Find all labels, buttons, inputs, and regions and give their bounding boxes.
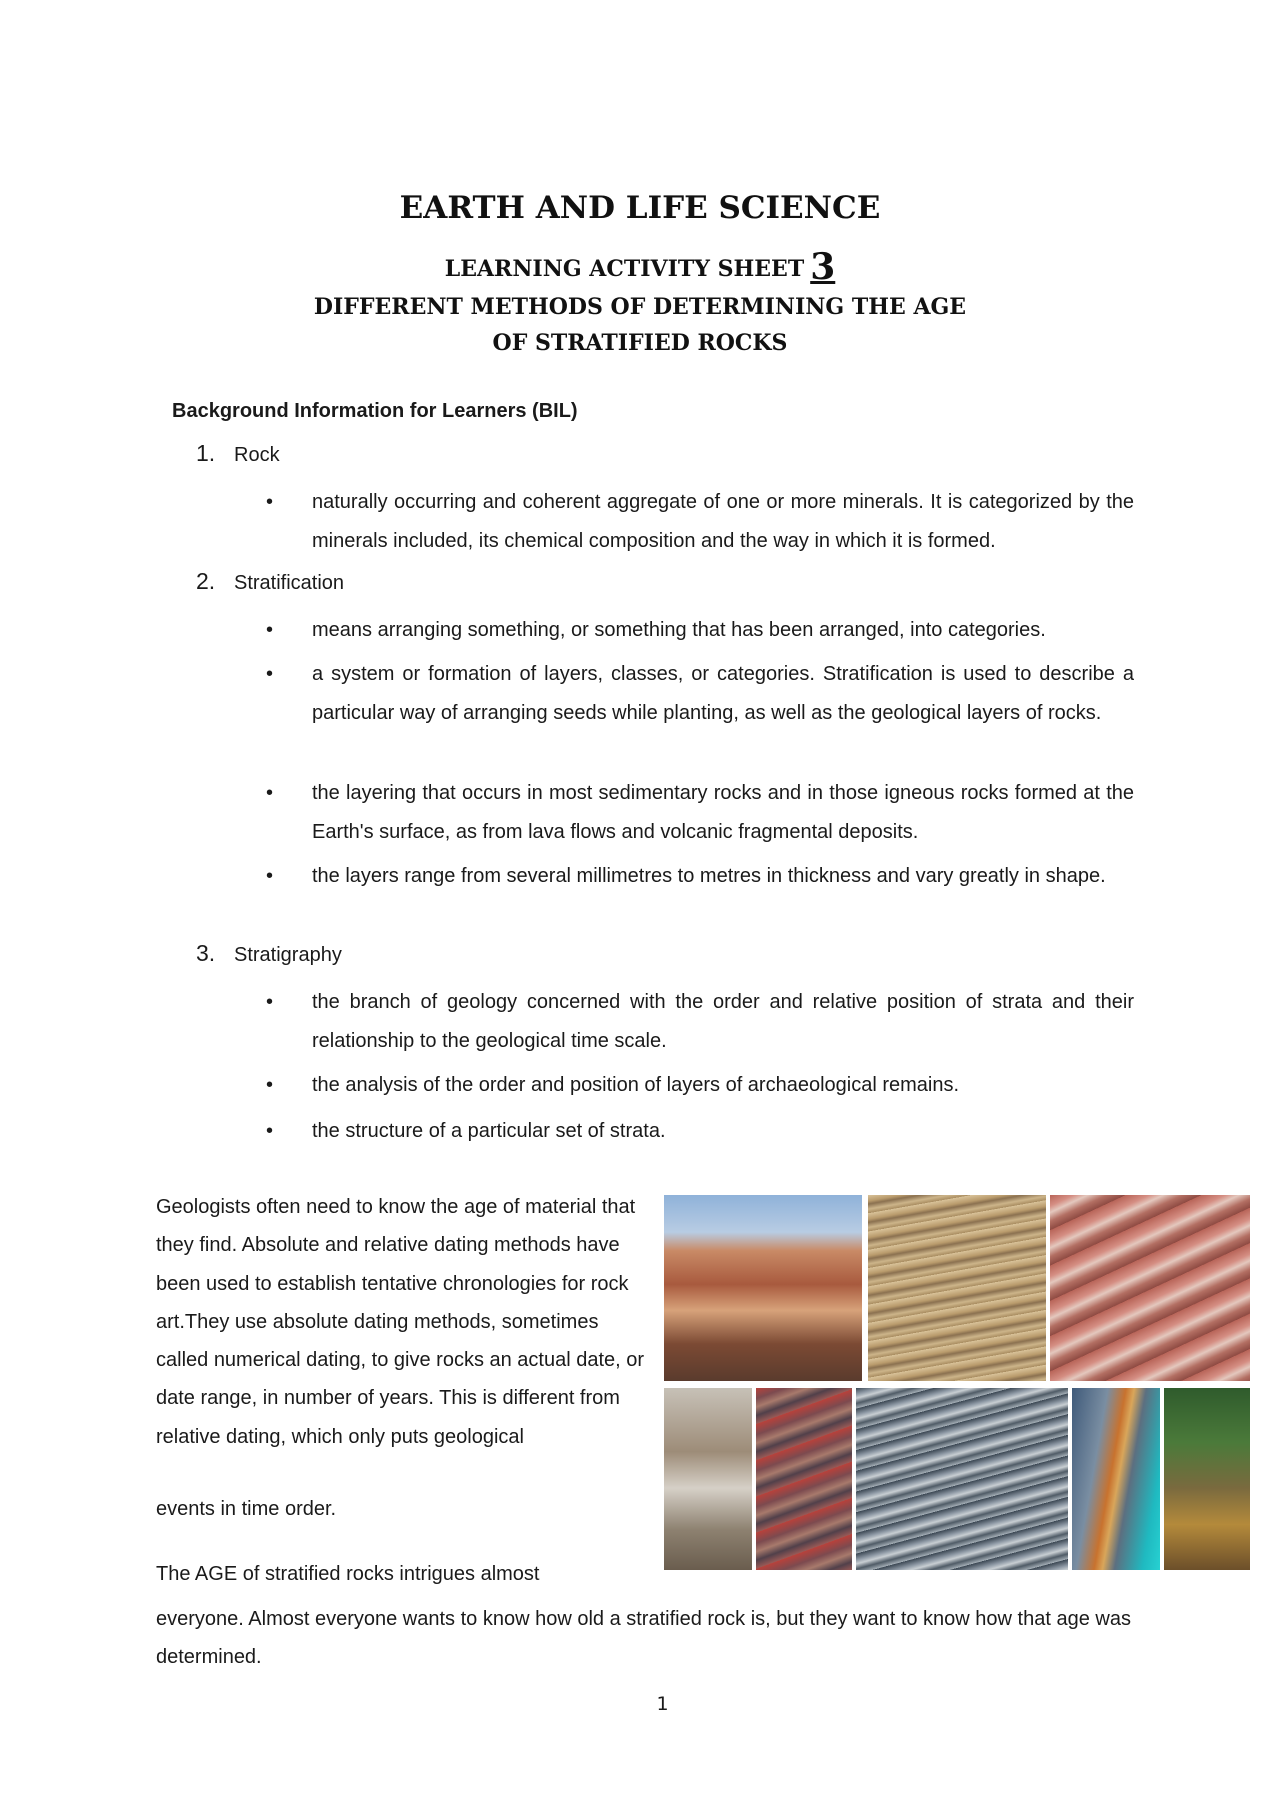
bullet-text: naturally occurring and coherent aggregate of one or more minerals. It is categorized by the minerals included, its chemical composition and the way in which it is formed. [312,491,1134,552]
bullet-item [266,611,1134,650]
document-title: EARTH AND LIFE SCIENCE [399,190,881,226]
age-paragraph-rest: everyone. Almost everyone wants to know how old a stratified rock is, but they want to know how that age was determined. [156,1608,1131,1668]
colored-rock-water-photo [1072,1388,1160,1570]
page-number: 1 [656,1693,669,1715]
bullet-item [266,655,1134,732]
bil-heading: Background Information for Learners (BIL) [172,400,578,422]
bullet-item [266,483,1134,560]
bullet-icon: • [266,1120,274,1142]
bullet-icon: • [266,865,274,887]
bullet-icon: • [266,1074,274,1096]
bullet-icon: • [266,991,274,1013]
bullet-text: the analysis of the order and position of layers of archaeological remains. [312,1074,960,1096]
subtitle-line-1: DIFFERENT METHODS OF DETERMINING THE AGE [313,294,967,320]
bullet-text: the branch of geology concerned with the order and relative position of strata and their relationship to the geological time scale. [312,991,1134,1052]
sheet-label: LEARNING ACTIVITY SHEET [444,256,805,282]
red-strata-photo [1050,1195,1250,1381]
layered-cliff-photo [868,1195,1046,1381]
item-number: 1. [196,440,216,466]
bullet-icon: • [266,491,274,513]
age-paragraph-line-1: The AGE of stratified rocks intrigues almost [156,1563,540,1585]
bullet-item [266,983,1134,1060]
item-number: 3. [196,940,216,966]
item-term: Rock [234,444,280,466]
item-term: Stratification [234,572,345,594]
subtitle-line-2: OF STRATIFIED ROCKS [492,330,788,356]
bullet-icon: • [266,663,274,685]
bullet-text: the structure of a particular set of strata. [312,1120,666,1142]
bullet-item [266,1066,1134,1105]
bullet-item [266,857,1134,896]
intro-continuation: events in time order. [156,1498,337,1520]
mossy-rock-photo [1164,1388,1250,1570]
bullet-icon: • [266,619,274,641]
numbered-item-rock [196,440,280,467]
numbered-item-stratification [196,568,344,595]
sheet-number: 3 [810,246,836,288]
slate-layers-photo [856,1388,1068,1570]
bullet-text: the layering that occurs in most sedimentary rocks and in those igneous rocks formed at the Earth's surface, as from lava flows and volcanic fragmental deposits. [312,782,1134,843]
bullet-item [266,1112,1134,1151]
bullet-text: means arranging something, or something that has been arranged, into categories. [312,619,1046,641]
stacked-stones-photo [664,1388,752,1570]
bullet-text: a system or formation of layers, classes, or categories. Stratification is used to describe a particular way of arranging seeds while planting, as well as the geological layers of rocks. [312,663,1134,724]
painted-hills-photo [756,1388,852,1570]
bullet-item [266,774,1134,851]
intro-paragraph: Geologists often need to know the age of material that they find. Absolute and relative dating methods have been used to establish tentative chronologies for rock art.They use absolute dating methods, sometimes called numerical dating, to give rocks an actual date, or date range, in number of years. This is different from relative dating, which only puts geological [156,1196,645,1448]
sheet-heading [0,246,1280,288]
item-number: 2. [196,568,216,594]
bullet-icon: • [266,782,274,804]
numbered-item-stratigraphy [196,940,342,967]
canyon-photo [664,1195,862,1381]
bullet-text: the layers range from several millimetres to metres in thickness and vary greatly in shape. [312,865,1106,887]
item-term: Stratigraphy [234,944,342,966]
